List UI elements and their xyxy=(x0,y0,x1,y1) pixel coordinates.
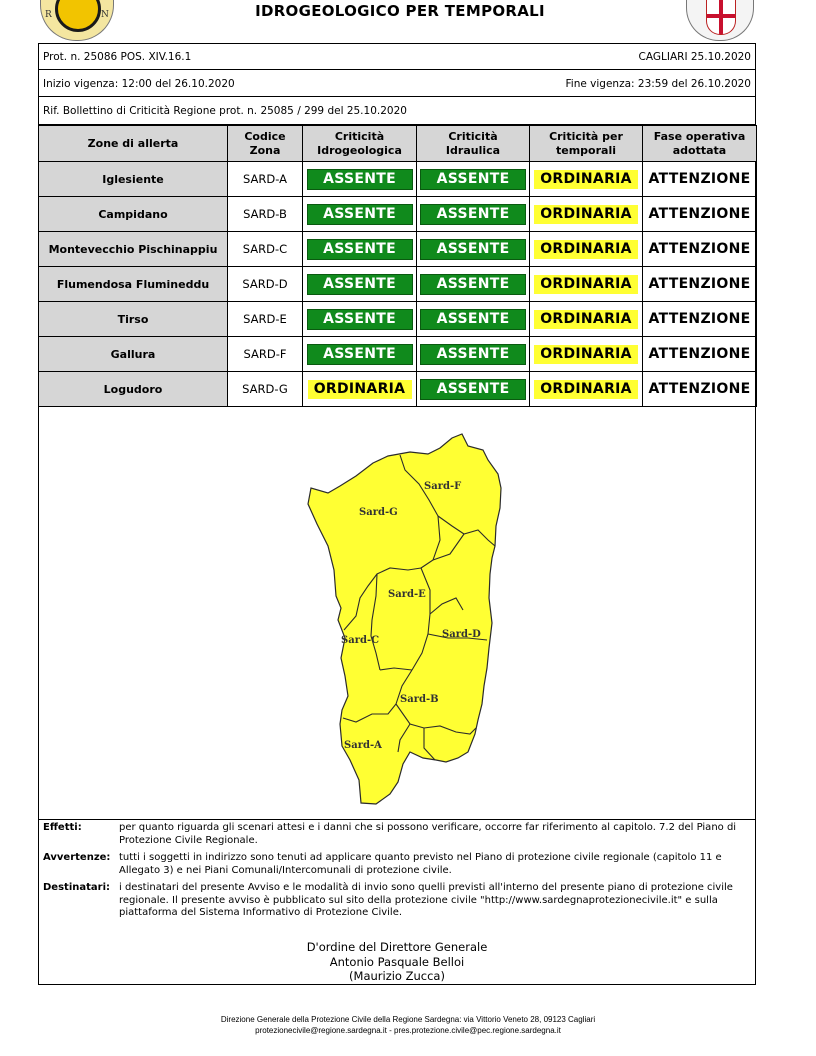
logo-emblem-icon xyxy=(55,0,101,32)
idraulica-badge: ASSENTE xyxy=(420,169,526,190)
idrogeologica-cell xyxy=(303,162,417,197)
zone-name: Logudoro xyxy=(39,372,228,407)
table-row xyxy=(39,267,757,302)
validity-row xyxy=(38,70,756,97)
fase-operativa: ATTENZIONE xyxy=(643,232,757,267)
validity-start: Inizio vigenza: 12:00 del 26.10.2020 xyxy=(43,78,235,90)
temporali-cell xyxy=(530,302,643,337)
table-header-row xyxy=(39,126,757,162)
zone-name: Gallura xyxy=(39,337,228,372)
note-effetti-text: per quanto riguarda gli scenari attesi e i danni che si possono verificare, occorre far riferimento al capitolo. 7.2 del Piano di Protezione Civile Regionale. xyxy=(119,822,737,846)
zone-code: SARD-D xyxy=(228,267,303,302)
zone-code: SARD-C xyxy=(228,232,303,267)
temporali-badge: ORDINARIA xyxy=(534,380,638,399)
idrogeologica-badge: ORDINARIA xyxy=(308,380,412,399)
temporali-badge: ORDINARIA xyxy=(534,205,638,224)
criticality-table xyxy=(38,125,757,407)
zone-code: SARD-G xyxy=(228,372,303,407)
idrogeologica-cell xyxy=(303,302,417,337)
fase-operativa: ATTENZIONE xyxy=(643,337,757,372)
map-label-sard-e: Sard-E xyxy=(388,589,426,600)
temporali-cell xyxy=(530,162,643,197)
idrogeologica-cell xyxy=(303,232,417,267)
idraulica-badge: ASSENTE xyxy=(420,204,526,225)
idraulica-cell xyxy=(417,162,530,197)
table-row xyxy=(39,197,757,232)
zone-name: Montevecchio Pischinappiu xyxy=(39,232,228,267)
fase-operativa: ATTENZIONE xyxy=(643,197,757,232)
zone-name: Iglesiente xyxy=(39,162,228,197)
idraulica-badge: ASSENTE xyxy=(420,309,526,330)
signature-line-3: (Maurizio Zucca) xyxy=(349,969,445,983)
idrogeologica-badge: ASSENTE xyxy=(307,169,413,190)
fase-operativa: ATTENZIONE xyxy=(643,267,757,302)
header-zone: Zone di allerta xyxy=(39,126,228,162)
footer xyxy=(0,1014,816,1036)
idraulica-cell xyxy=(417,302,530,337)
idraulica-badge: ASSENTE xyxy=(420,274,526,295)
idrogeologica-badge: ASSENTE xyxy=(307,309,413,330)
zone-name: Tirso xyxy=(39,302,228,337)
reference-row xyxy=(38,97,756,125)
map-label-sard-g: Sard-G xyxy=(359,507,398,518)
map-label-sard-c: Sard-C xyxy=(341,635,380,646)
sardinia-island-shape xyxy=(308,434,501,804)
note-avvertenze-label: Avvertenze: xyxy=(43,852,111,863)
header-idrogeologica: Criticità Idrogeologica xyxy=(303,126,417,162)
place-date: CAGLIARI 25.10.2020 xyxy=(638,51,751,63)
header-idraulica: Criticità Idraulica xyxy=(417,126,530,162)
validity-end: Fine vigenza: 23:59 del 26.10.2020 xyxy=(565,78,751,90)
fase-operativa: ATTENZIONE xyxy=(643,372,757,407)
document-title: IDROGEOLOGICO PER TEMPORALI xyxy=(255,2,545,20)
zone-name: Campidano xyxy=(39,197,228,232)
note-avvertenze-text: tutti i soggetti in indirizzo sono tenuti ad applicare quanto previsto nel Piano di protezione civile regionale (capitolo 11 e Allegato 3) e nei Piani Comunali/Intercomunali di protezione civile. xyxy=(119,852,722,876)
temporali-cell xyxy=(530,197,643,232)
zone-name: Flumendosa Flumineddu xyxy=(39,267,228,302)
idraulica-badge: ASSENTE xyxy=(420,239,526,260)
fase-operativa: ATTENZIONE xyxy=(643,302,757,337)
zone-code: SARD-F xyxy=(228,337,303,372)
footer-address: Direzione Generale della Protezione Civile della Regione Sardegna: via Vittorio Veneto 28, 09123 Cagliari xyxy=(220,1015,596,1024)
note-destinatari xyxy=(43,882,751,920)
idrogeologica-cell xyxy=(303,197,417,232)
table-row xyxy=(39,372,757,407)
temporali-badge: ORDINARIA xyxy=(534,240,638,259)
map-label-sard-b: Sard-B xyxy=(400,694,439,705)
idrogeologica-cell xyxy=(303,267,417,302)
signature-line-2: Antonio Pasquale Belloi xyxy=(329,954,465,969)
map-label-sard-d: Sard-D xyxy=(442,629,481,640)
idrogeologica-badge: ASSENTE xyxy=(307,239,413,260)
temporali-cell xyxy=(530,267,643,302)
table-row xyxy=(39,302,757,337)
temporali-badge: ORDINARIA xyxy=(534,310,638,329)
note-destinatari-text: i destinatari del presente Avviso e le modalità di invio sono quelli previsti all'interno del presente piano di protezione civile regionale. Il presente avviso è pubblicato sul sito della protezione civile "http://www.sardegnaprotezionecivile.it" e sulla piattaforma del Sistema Informativo di Protezione Civile. xyxy=(119,882,733,918)
zone-code: SARD-B xyxy=(228,197,303,232)
idraulica-cell xyxy=(417,267,530,302)
idraulica-cell xyxy=(417,197,530,232)
note-avvertenze xyxy=(43,852,751,877)
idraulica-badge: ASSENTE xyxy=(420,344,526,365)
idraulica-badge: ASSENTE xyxy=(420,379,526,400)
temporali-cell xyxy=(530,232,643,267)
note-effetti-label: Effetti: xyxy=(43,822,82,833)
map-label-sard-f: Sard-F xyxy=(424,481,462,492)
footer-emails: protezionecivile@regione.sardegna.it - pres.protezione.civile@pec.regione.sardegna.it xyxy=(255,1026,561,1035)
table-row xyxy=(39,337,757,372)
temporali-cell xyxy=(530,337,643,372)
bulletin-reference: Rif. Bollettino di Criticità Regione prot. n. 25085 / 299 del 25.10.2020 xyxy=(43,105,407,117)
idrogeologica-badge: ASSENTE xyxy=(307,274,413,295)
idrogeologica-badge: ASSENTE xyxy=(307,344,413,365)
signature-block xyxy=(38,940,756,984)
temporali-badge: ORDINARIA xyxy=(534,170,638,189)
idrogeologica-cell xyxy=(303,337,417,372)
notes-section xyxy=(43,822,751,925)
note-destinatari-label: Destinatari: xyxy=(43,882,110,893)
table-row xyxy=(39,232,757,267)
protocol-row xyxy=(38,43,756,70)
note-effetti xyxy=(43,822,751,847)
header-temporali: Criticità per temporali xyxy=(530,126,643,162)
temporali-badge: ORDINARIA xyxy=(534,345,638,364)
idrogeologica-badge: ASSENTE xyxy=(307,204,413,225)
zone-code: SARD-E xyxy=(228,302,303,337)
four-moors-shield-icon xyxy=(706,0,736,35)
sardinia-alert-map xyxy=(38,408,756,819)
signature-line-1: D'ordine del Direttore Generale xyxy=(306,940,488,954)
header-fase: Fase operativa adottata xyxy=(643,126,757,162)
temporali-badge: ORDINARIA xyxy=(534,275,638,294)
idraulica-cell xyxy=(417,337,530,372)
idrogeologica-cell xyxy=(303,372,417,407)
map-label-sard-a: Sard-A xyxy=(344,740,382,751)
fase-operativa: ATTENZIONE xyxy=(643,162,757,197)
protezione-civile-logo: R N xyxy=(40,0,114,41)
idraulica-cell xyxy=(417,232,530,267)
alert-map-area xyxy=(38,408,756,820)
protocol-number: Prot. n. 25086 POS. XIV.16.1 xyxy=(43,51,192,63)
temporali-cell xyxy=(530,372,643,407)
table-row xyxy=(39,162,757,197)
regione-sardegna-crest xyxy=(686,0,754,41)
idraulica-cell xyxy=(417,372,530,407)
header-code: Codice Zona xyxy=(228,126,303,162)
zone-code: SARD-A xyxy=(228,162,303,197)
